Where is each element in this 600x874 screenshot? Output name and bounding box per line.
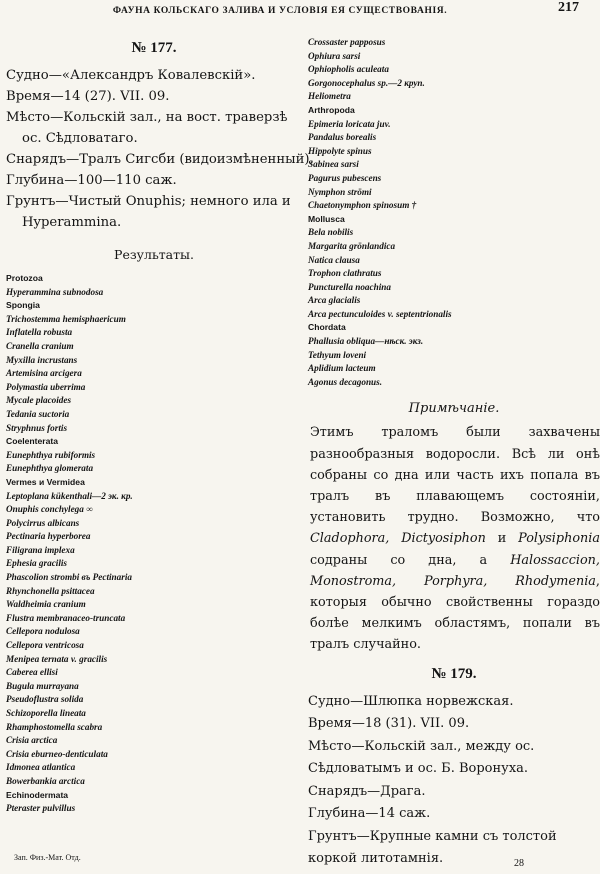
species-list-right: [308, 36, 600, 389]
taxon-group: Vermes и Vermidea: [6, 476, 85, 487]
species-item: Rhynchonella psittacea: [6, 585, 95, 596]
species-item: Pteraster pulvillus: [6, 803, 76, 814]
species-item: Trichostemma hemisphaericum: [6, 313, 126, 324]
note-text: [308, 422, 600, 655]
species-item: Margarita grönlandica: [308, 240, 396, 251]
species-item: Tedania suctoria: [6, 408, 70, 419]
species-item: Artemisina arcigera: [6, 368, 82, 379]
signature-mark: 28: [514, 858, 524, 869]
note-taxa: Cladophora, Dictyosiphon: [310, 531, 486, 547]
species-item: Pectinaria hyperborea: [6, 531, 91, 542]
species-item: Mycale placoides: [6, 395, 72, 406]
taxon-group: Spongia: [6, 300, 40, 311]
species-item: Leptoplana kükenthali—2 эк. кр.: [6, 490, 133, 501]
species-item: Idmonea atlantica: [6, 762, 76, 773]
species-item: Flustra membranaceo-truncata: [6, 612, 126, 623]
vessel-line: Судно—Шлюпка норвежская.: [308, 693, 514, 709]
species-item: Eunephthya rubiformis: [6, 449, 96, 460]
species-item: Phallusia obliqua—нѣск. экз.: [308, 336, 424, 347]
taxon-group: Coelenterata: [6, 436, 59, 447]
station-number-179: № 179.: [431, 665, 477, 682]
species-item: Arca pectunculoides v. septentrionalis: [308, 308, 452, 319]
species-item: Crisia eburneo-denticulata: [6, 748, 108, 759]
species-item: Cellepora ventricosa: [6, 640, 84, 651]
species-item: Onuphis conchylega ∞: [6, 504, 93, 515]
species-item: Ephesia gracilis: [6, 558, 68, 569]
left-column: [6, 36, 314, 816]
species-item: Hyperammina subnodosa: [6, 286, 104, 297]
place-line-cont: ос. Сѣдловатаго.: [22, 131, 138, 146]
note-part: , которыя обычно свойственны гораздо болѣе мелкимъ областямъ, попали въ тралъ случайно.: [310, 573, 600, 653]
species-item: Epimeria loricata juv.: [308, 118, 391, 129]
species-item: Cellepora nodulosa: [6, 626, 80, 637]
species-item: Myxilla incrustans: [6, 354, 78, 365]
species-item: Waldheimia cranium: [6, 599, 86, 610]
species-item: Sabinea sarsi: [308, 159, 359, 170]
species-item: Nymphon strömi: [308, 186, 372, 197]
species-item: Agonus decagonus.: [308, 376, 383, 387]
species-item: Crossaster papposus: [308, 37, 386, 47]
taxon-group: Mollusca: [308, 213, 345, 224]
bottom-line: Грунтъ—Крупные камни съ толстой коркой литотамнія.: [308, 828, 557, 867]
species-item: Caberea ellisi: [6, 667, 58, 678]
species-item: Bugula murrayana: [6, 680, 79, 691]
species-item: Schizoporella lineata: [6, 708, 86, 718]
species-item: Chaetonymphon spinosum †: [308, 200, 417, 211]
species-item: Gorgonocephalus sp.—2 круп.: [308, 77, 425, 88]
note-taxa: Polysiphonia: [518, 531, 600, 547]
species-list-left: [6, 272, 302, 816]
note-part: и: [485, 531, 519, 547]
species-item: Trophon clathratus: [308, 268, 382, 279]
depth-line: Глубина—14 саж.: [308, 806, 431, 822]
species-item: Stryphnus fortis: [6, 422, 68, 433]
species-item: Phascolion strombi въ Pectinaria: [6, 572, 132, 583]
species-item: Polymastia uberrima: [6, 381, 86, 392]
station-number-177: № 177.: [131, 40, 177, 56]
species-item: Ophiura sarsi: [308, 50, 361, 61]
place-line: Мѣсто—Кольскій зал., на вост. траверзѣ: [6, 110, 288, 125]
species-item: Ophiopholis aculeata: [308, 64, 389, 75]
date-line: Время—18 (31). VII. 09.: [308, 716, 470, 732]
species-item: Rhamphostomella scabra: [6, 721, 103, 732]
bottom-line: Грунтъ—Чистый Onuphis; немного ила и: [6, 194, 291, 209]
taxon-group: Protozoa: [6, 273, 43, 283]
species-item: Bela nobilis: [308, 227, 354, 238]
species-item: Pseudoflustra solida: [6, 694, 84, 705]
gear-line: Снарядъ—Драга.: [308, 783, 426, 799]
species-item: Hippolyte spinus: [308, 145, 372, 156]
note-taxa: Halossaccion, Monostroma, Porphyra, Rhodymenia: [310, 552, 600, 589]
station-179-meta: [308, 691, 600, 871]
species-item: Crisia arctica: [6, 735, 58, 746]
species-item: Aplidium lacteum: [308, 363, 376, 374]
taxon-group: Echinodermata: [6, 789, 69, 800]
species-item: Menipea ternata v. gracilis: [6, 653, 108, 664]
gear-line: Снарядъ—Тралъ Сигсби (видоизмѣненный).: [6, 152, 314, 167]
species-item: Puncturella noachina: [308, 281, 391, 292]
taxon-group: Chordata: [308, 322, 346, 333]
right-column: [308, 36, 600, 871]
species-item: Polycirrus albicans: [6, 517, 80, 528]
species-item: Arca glacialis: [308, 295, 361, 306]
species-item: Pandalus borealis: [308, 132, 377, 143]
footer-publication: Зап. Физ.-Мат. Отд.: [14, 853, 81, 862]
species-item: Inflatella robusta: [6, 327, 73, 338]
date-line: Время—14 (27). VII. 09.: [6, 89, 170, 104]
species-item: Pagurus pubescens: [308, 172, 382, 183]
results-title: Результаты.: [114, 247, 194, 262]
running-head: ФАУНА КОЛЬСКАГО ЗАЛИВА И УСЛОВІЯ ЕЯ СУЩЕСТВОВАНІЯ.: [112, 6, 448, 16]
place-line: Мѣсто—Кольскій зал., между ос. Сѣдловатымъ и ос. Б. Воронуха.: [308, 738, 535, 777]
vessel-line: Судно—«Александръ Ковалевскій».: [6, 68, 256, 83]
species-item: Heliometra: [308, 91, 351, 102]
note-title: Примѣчаніе.: [408, 401, 500, 417]
species-item: Bowerbankia arctica: [6, 775, 85, 786]
taxon-group: Arthropoda: [308, 104, 355, 115]
species-item: Tethyum loveni: [308, 349, 367, 360]
depth-line: Глубина—100—110 саж.: [6, 173, 177, 188]
note-part: содраны со дна, а: [310, 552, 511, 568]
bottom-line-cont: Hyperammina.: [22, 215, 122, 230]
species-item: Cranella cranium: [6, 340, 74, 351]
species-item: Natica clausa: [308, 254, 360, 265]
species-item: Eunephthya glomerata: [6, 463, 94, 474]
note-part: Этимъ траломъ были захвачены разнообразныя водоросли. Всѣ ли онѣ собраны со дна или часть ихъ попала въ тралъ въ плавающемъ состояніи, установить трудно. Возможно, что: [310, 425, 600, 526]
page-number: 217: [558, 0, 579, 15]
species-item: Filigrana implexa: [6, 544, 75, 555]
station-177-meta: [6, 65, 314, 233]
